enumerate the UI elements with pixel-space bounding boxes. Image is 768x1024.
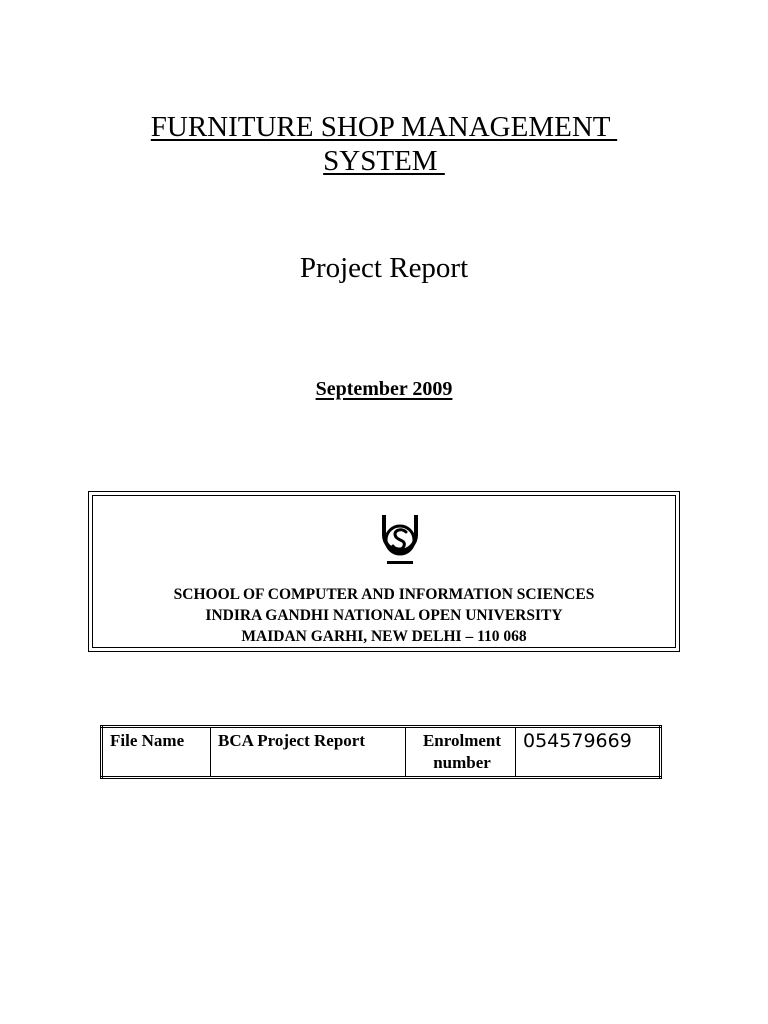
institution-university-name: INDIRA GANDHI NATIONAL OPEN UNIVERSITY (205, 607, 563, 624)
file-name-label: File Name (102, 727, 211, 778)
institution-school-name: SCHOOL OF COMPUTER AND INFORMATION SCIENCES (173, 586, 595, 603)
ignou-logo-icon (375, 513, 425, 569)
institution-box-inner-border (92, 495, 676, 648)
file-info-table (100, 725, 662, 779)
title-line-2-text: SYSTEM (323, 145, 445, 177)
document-subtitle: Project Report (299, 252, 469, 284)
table-row (102, 727, 661, 778)
enrolment-label-line-1: Enrolment (422, 731, 502, 750)
enrolment-label (406, 727, 516, 778)
enrolment-label-line-2: number (433, 753, 491, 772)
title-line-1-text: FURNITURE SHOP MANAGEMENT (150, 111, 618, 143)
file-name-value: BCA Project Report (211, 727, 406, 778)
document-title-line-2 (0, 144, 768, 178)
institution-address-line: MAIDAN GARHI, NEW DELHI – 110 068 (241, 628, 527, 645)
institution-address (93, 584, 675, 647)
document-date (0, 376, 768, 402)
enrolment-number-value: 054579669 (516, 727, 661, 778)
document-title-line-1 (0, 110, 768, 144)
date-text: September 2009 (315, 378, 453, 400)
institution-box (88, 491, 680, 652)
